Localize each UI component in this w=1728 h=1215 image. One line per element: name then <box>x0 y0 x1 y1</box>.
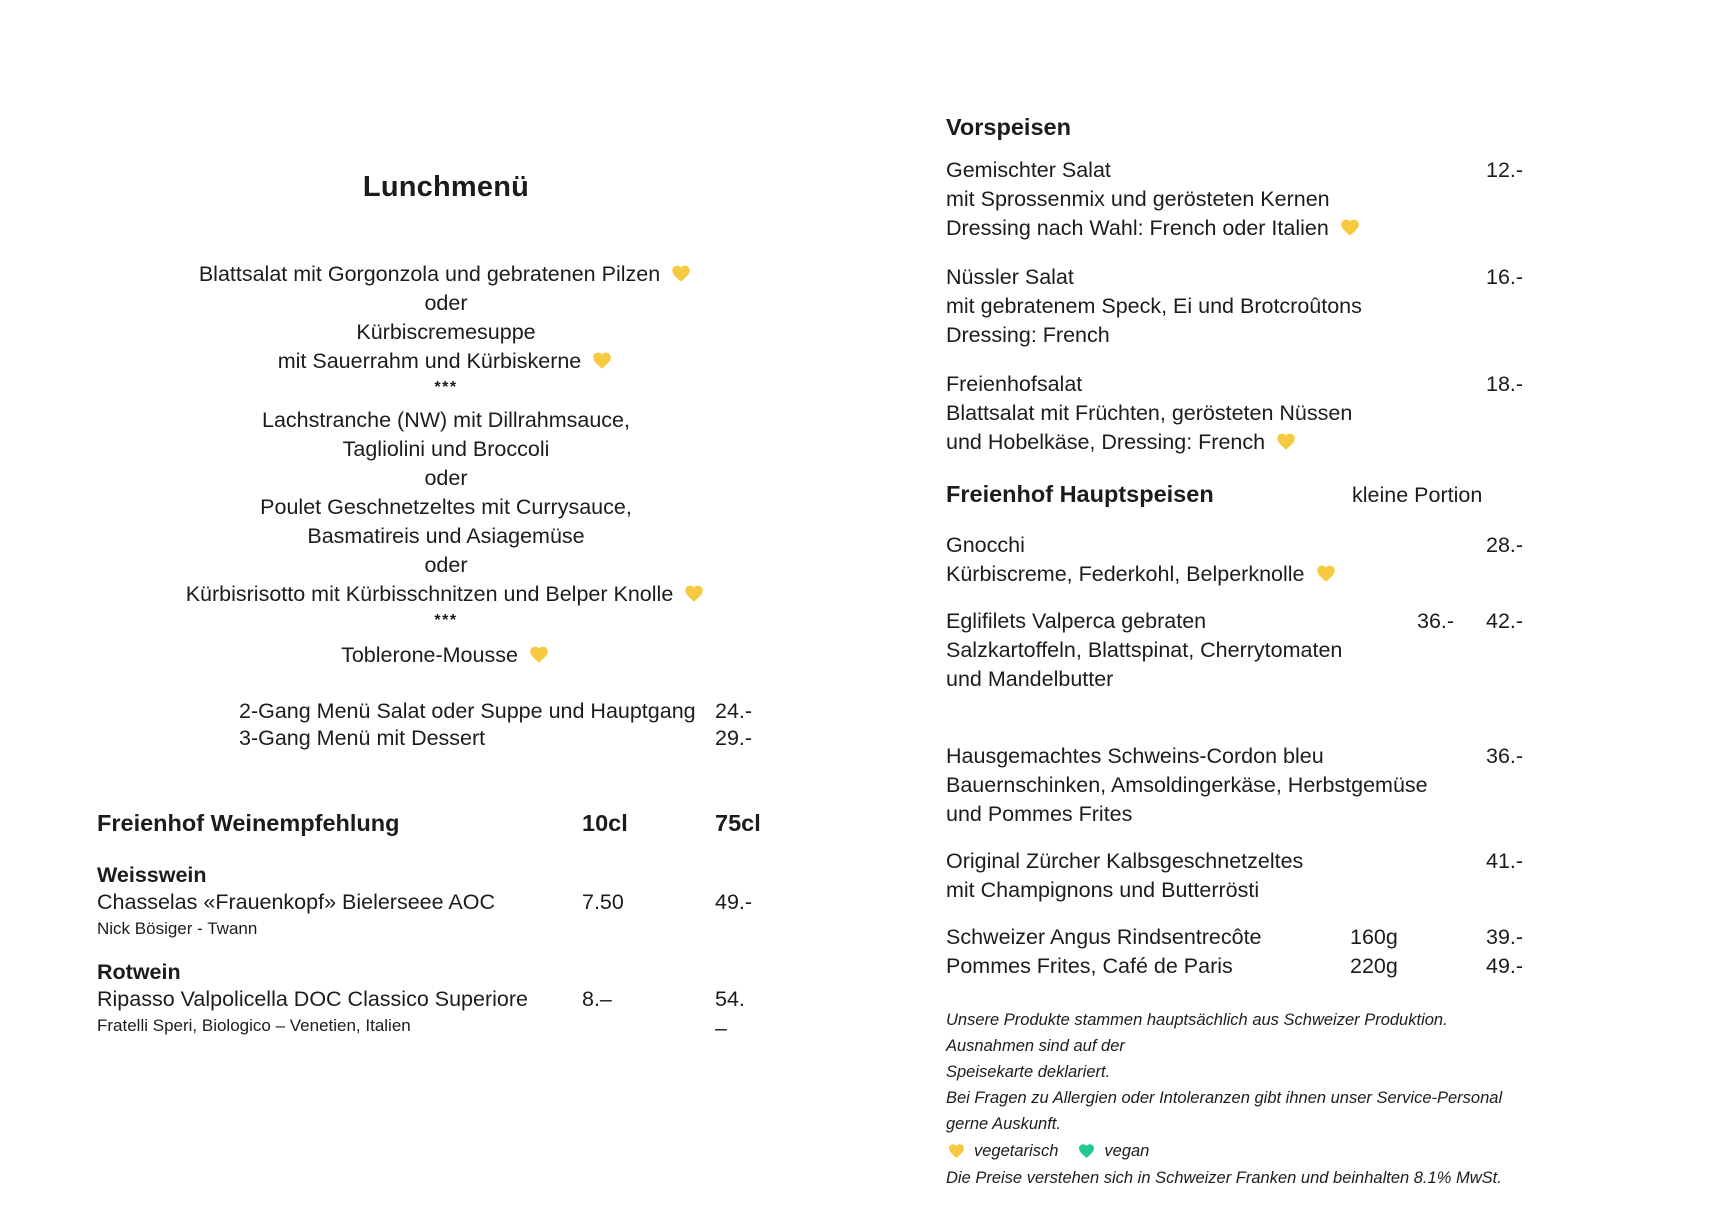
wine-name: Ripasso Valpolicella DOC Classico Superiore <box>97 987 528 1011</box>
wine-price-75cl: 54. – <box>715 987 745 1040</box>
footer-note-line: Bei Fragen zu Allergien oder Intoleranzen gibt ihnen unser Service-Personal gerne Auskunft. <box>946 1089 1503 1133</box>
menu-item <box>946 263 1526 350</box>
item-name: Schweizer Angus Rindsentrecôte <box>946 925 1262 949</box>
course-line: oder <box>424 291 468 315</box>
course-line: Poulet Geschnetzeltes mit Currysauce, <box>260 495 632 519</box>
item-desc-line: Dressing nach Wahl: French oder Italien <box>946 214 1526 243</box>
yellow-heart-icon <box>527 644 551 665</box>
item-price: 39.- <box>1486 925 1524 949</box>
dishes-column <box>946 112 1526 1191</box>
item-price: 18.- <box>1486 372 1524 396</box>
deal-label: 3-Gang Menü mit Dessert <box>239 726 486 750</box>
legend-row <box>946 1137 1526 1165</box>
course-line: mit Sauerrahm und Kürbiskerne <box>147 347 745 376</box>
course-line: Kürbisrisotto mit Kürbisschnitzen und Belper Knolle <box>147 580 745 609</box>
item-desc-line: mit Champignons und Butterrösti <box>946 878 1260 902</box>
course-line: Blattsalat mit Gorgonzola und gebratenen Pilzen <box>147 260 745 289</box>
deal-row <box>97 698 753 725</box>
kleine-portion-label: kleine Portion <box>1352 483 1483 507</box>
item-desc-line: Dressing: French <box>946 323 1110 347</box>
course-separator: *** <box>434 612 458 629</box>
course-separator: *** <box>434 379 458 396</box>
menu-item <box>946 370 1526 457</box>
course-line: oder <box>424 553 468 577</box>
item-desc-line: mit Sprossenmix und gerösteten Kernen <box>946 187 1330 211</box>
green-heart-icon <box>1076 1142 1097 1160</box>
item-desc-line: Blattsalat mit Früchten, gerösteten Nüssen <box>946 401 1353 425</box>
wine-producer: Nick Bösiger - Twann <box>97 919 258 938</box>
course-line: Tagliolini und Broccoli <box>342 437 550 461</box>
item-desc-line: Salzkartoffeln, Blattspinat, Cherrytomaten <box>946 638 1343 662</box>
wine-price-10cl: 8.– <box>582 987 612 1011</box>
yellow-heart-icon <box>590 350 614 371</box>
wine-size-10cl: 10cl <box>582 810 628 836</box>
course-line: Kürbiscremesuppe <box>356 320 536 344</box>
course-line: Basmatireis und Asiagemüse <box>307 524 585 548</box>
item-weight: 160g <box>1350 925 1398 949</box>
deal-price: 24.- <box>715 699 753 723</box>
deal-label: 2-Gang Menü Salat oder Suppe und Hauptgang <box>239 699 696 723</box>
item-desc-line: Bauernschinken, Amsoldingerkäse, Herbstgemüse <box>946 773 1428 797</box>
wine-category: Rotwein <box>97 960 181 984</box>
deal-price: 29.- <box>715 726 753 750</box>
item-price: 42.- <box>1486 609 1524 633</box>
wine-heading: Freienhof Weinempfehlung <box>97 810 400 836</box>
yellow-heart-icon <box>1338 217 1362 238</box>
item-name: Hausgemachtes Schweins-Cordon bleu <box>946 744 1324 768</box>
wine-price-75cl: 49.- <box>715 890 753 914</box>
yellow-heart-icon <box>682 583 706 604</box>
item-desc-line: und Pommes Frites <box>946 802 1133 826</box>
menu-item <box>946 742 1526 829</box>
item-name: Freienhofsalat <box>946 372 1083 396</box>
wine-section <box>97 808 761 1040</box>
item-kleine-portion-price: 36.- <box>1417 609 1455 633</box>
wine-size-75cl: 75cl <box>715 810 761 836</box>
footer-note-line: Unsere Produkte stammen hauptsächlich aus Schweizer Produktion. Ausnahmen sind auf der <box>946 1011 1448 1055</box>
item-desc-line: mit gebratenem Speck, Ei und Brotcroûtons <box>946 294 1362 318</box>
item-desc-line: und Mandelbutter <box>946 667 1114 691</box>
item-price: 36.- <box>1486 744 1524 768</box>
item-price: 16.- <box>1486 265 1524 289</box>
item-desc-line: Pommes Frites, Café de Paris <box>946 954 1233 978</box>
menu-item <box>946 156 1526 243</box>
menu-item <box>946 847 1526 905</box>
menu-item <box>946 923 1526 981</box>
item-weight: 220g <box>1350 954 1398 978</box>
yellow-heart-icon <box>669 263 693 284</box>
lunch-menu-block <box>147 170 745 670</box>
item-desc-line: Kürbiscreme, Federkohl, Belperknolle <box>946 560 1526 589</box>
item-name: Eglifilets Valperca gebraten <box>946 609 1207 633</box>
item-name: Gnocchi <box>946 533 1025 557</box>
wine-name: Chasselas «Frauenkopf» Bielerseee AOC <box>97 890 495 914</box>
wine-row <box>97 888 753 917</box>
lunch-column <box>97 170 761 1040</box>
wine-heading-row <box>97 808 761 838</box>
course-line: oder <box>424 466 468 490</box>
legend-vegetarisch-label: vegetarisch <box>974 1142 1059 1160</box>
page-title: Lunchmenü <box>362 171 530 203</box>
menu-deals <box>97 698 753 752</box>
item-price: 41.- <box>1486 849 1524 873</box>
yellow-heart-icon <box>946 1142 967 1160</box>
item-name: Gemischter Salat <box>946 158 1111 182</box>
item-name: Original Zürcher Kalbsgeschnetzeltes <box>946 849 1304 873</box>
item-desc-line: und Hobelkäse, Dressing: French <box>946 428 1526 457</box>
footer-notes <box>946 1007 1526 1191</box>
wine-category: Weisswein <box>97 863 207 887</box>
footer-note-line: Die Preise verstehen sich in Schweizer Franken und beinhalten 8.1% MwSt. <box>946 1169 1502 1187</box>
item-price: 49.- <box>1486 954 1524 978</box>
yellow-heart-icon <box>1274 431 1298 452</box>
legend-vegan-label: vegan <box>1104 1142 1150 1160</box>
item-price: 12.- <box>1486 158 1524 182</box>
course-line-dessert: Toblerone-Mousse <box>147 641 745 670</box>
item-name: Nüssler Salat <box>946 265 1074 289</box>
wine-producer: Fratelli Speri, Biologico – Venetien, Italien <box>97 1016 411 1035</box>
menu-item <box>946 531 1526 589</box>
footer-note-line: Speisekarte deklariert. <box>946 1063 1111 1081</box>
deal-row <box>97 725 753 752</box>
menu-item <box>946 607 1526 694</box>
yellow-heart-icon <box>1314 563 1338 584</box>
wine-price-10cl: 7.50 <box>582 890 624 914</box>
section-heading-vorspeisen: Vorspeisen <box>946 114 1071 140</box>
course-line: Lachstranche (NW) mit Dillrahmsauce, <box>262 408 630 432</box>
section-heading-hauptspeisen: Freienhof Hauptspeisen kleine Portion <box>946 479 1526 509</box>
item-price: 28.- <box>1486 533 1524 557</box>
